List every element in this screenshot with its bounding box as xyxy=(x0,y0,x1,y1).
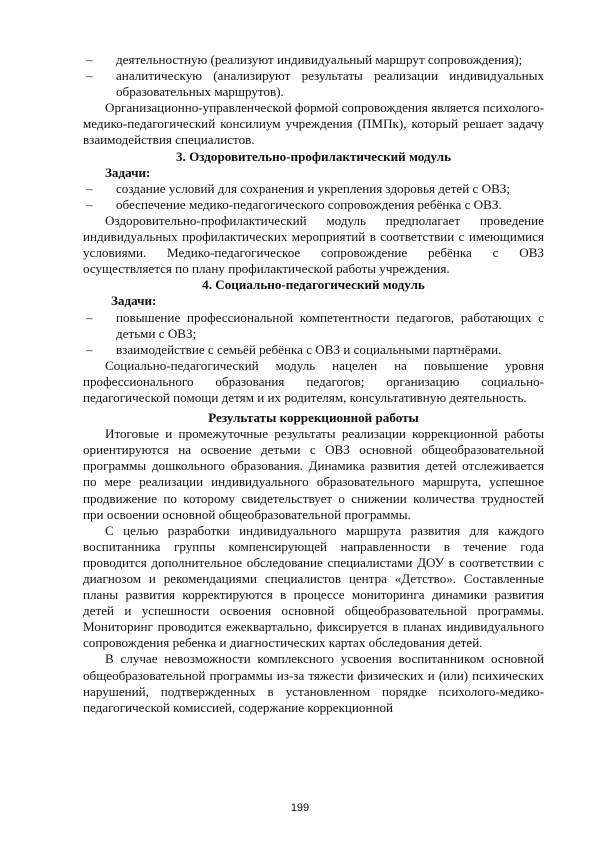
paragraph-organization: Организационно-управленческой формой сопровождения является психолого-медико-педагогический консилиум учреждения (ПМПк), который решает задачу взаимодействия специалистов. xyxy=(83,100,544,148)
list-item-text: взаимодействие с семьёй ребёнка с ОВЗ и социальными партнёрами. xyxy=(116,341,502,357)
list-dash: – xyxy=(86,309,93,325)
results-paragraph-1: Итоговые и промежуточные результаты реализации коррекционной работы ориентируются на освоение детьми с ОВЗ основной общеобразовательной программы дошкольного образования. Динамика развития детей отслеживается по мере реализации индивидуального образовательного маршрута, успешное продвижение по которому свидетельствует о снижении количества трудностей при освоении основной общеобразовательной программы. xyxy=(83,426,544,522)
list-dash: – xyxy=(86,196,93,212)
list-item-text: повышение профессиональной компетентности педагогов, работающих с детьми с ОВЗ; xyxy=(116,309,544,341)
page-number: 199 xyxy=(290,802,310,814)
list-item xyxy=(83,52,544,68)
module3-heading: 3. Оздоровительно-профилактический модуль xyxy=(175,148,452,164)
results-heading: Результаты коррекционной работы xyxy=(208,410,419,426)
module3-tasks-label: Задачи: xyxy=(105,164,151,180)
list-dash: – xyxy=(86,52,93,67)
list-dash: – xyxy=(86,68,93,84)
results-paragraph-3: В случае невозможности комплексного усвоения воспитанником основной общеобразовательной программы из-за тяжести физических и (или) психических нарушений, подтвержденных в установленном порядке психолого-медико-педагогической комиссией, содержание коррекционной xyxy=(83,651,544,715)
module4-heading: 4. Социально-педагогический модуль xyxy=(202,277,425,293)
list-item xyxy=(83,68,544,100)
list-item xyxy=(83,197,544,213)
module4-paragraph: Социально-педагогический модуль нацелен на повышение уровня профессионального образования педагогов; организацию социально-педагогической помощи детям и их родителям, консультативную деятельность. xyxy=(83,357,544,405)
list-item-text: аналитическую (анализируют результаты реализации индивидуальных образовательных маршрутов). xyxy=(116,68,544,100)
list-item xyxy=(83,181,544,197)
list-item xyxy=(83,342,544,358)
list-item-text: обеспечение медико-педагогического сопровождения ребёнка с ОВЗ. xyxy=(116,196,502,212)
results-paragraph-2: С целью разработки индивидуального маршрута развития для каждого воспитанника группы компенсирующей направленности в течение года проводится дополнительное обследование специалистами ДОУ в соответствии с диагнозом и рекомендациями специалистов центра «Детство». Составленные планы развития корректируются в процессе мониторинга динамики развития детей и успешности освоения основной общеобразовательной программы. Мониторинг проводится ежеквартально, фиксируется в планах индивидуального сопровождения ребенка и диагностических картах обследования детей. xyxy=(83,522,544,651)
list-item xyxy=(83,310,544,342)
list-dash: – xyxy=(86,341,93,357)
module3-paragraph: Оздоровительно-профилактический модуль предполагает проведение индивидуальных профилактических мероприятий в соответствии с имеющимися условиями. Медико-педагогическое сопровождение ребёнка с ОВЗ осуществляется по плану профилактической работы учреждения. xyxy=(83,212,544,277)
list-item-text: создание условий для сохранения и укрепления здоровья детей с ОВЗ; xyxy=(116,180,510,196)
list-dash: – xyxy=(86,180,93,196)
module4-tasks-label: Задачи: xyxy=(111,293,157,309)
list-item-text: деятельностную (реализуют индивидуальный маршрут сопровождения); xyxy=(116,52,523,67)
